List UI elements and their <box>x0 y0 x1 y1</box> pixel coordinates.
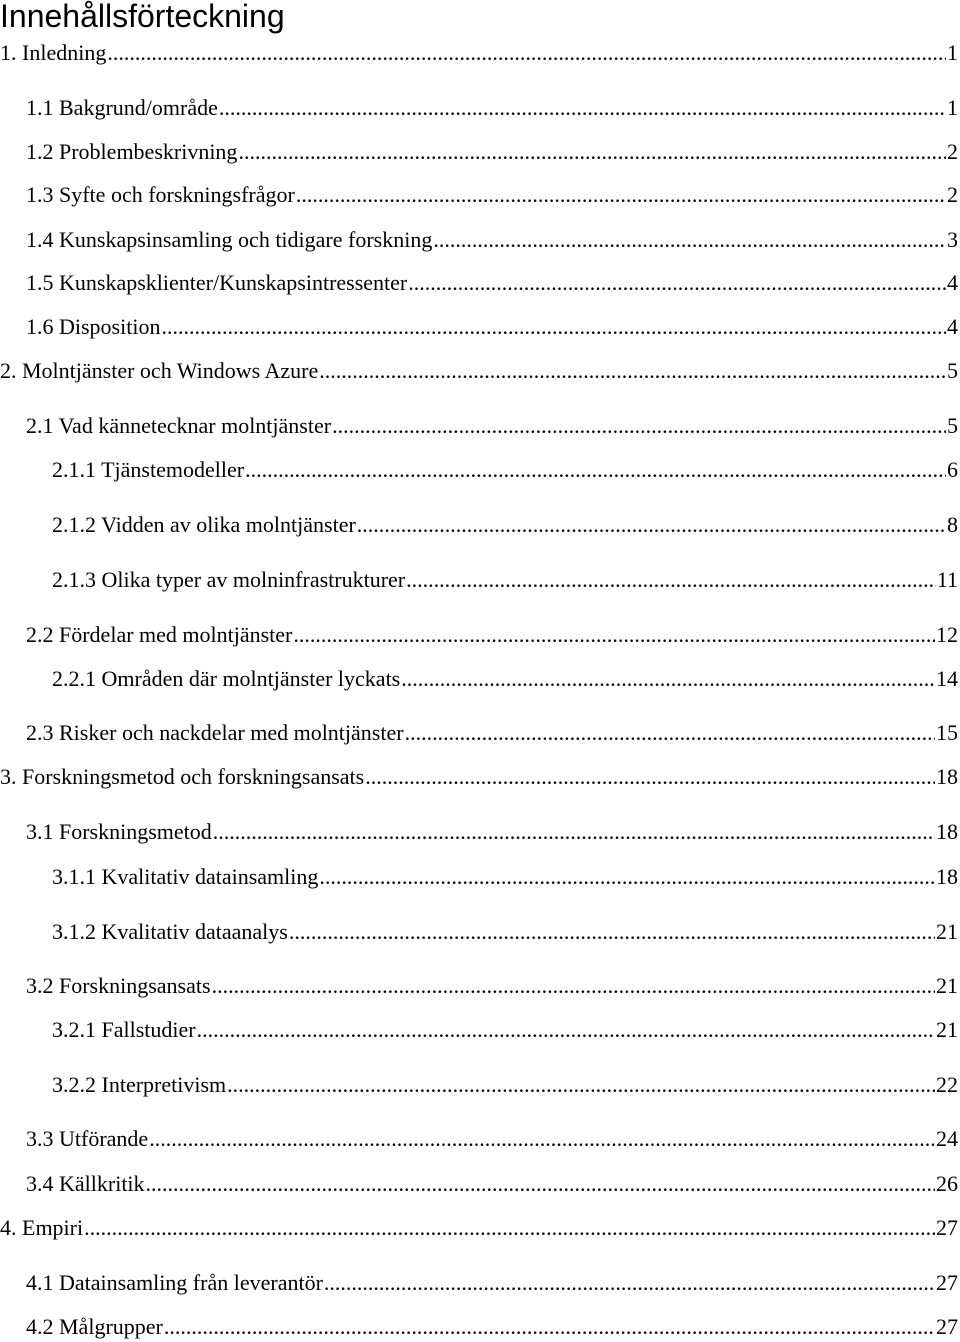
toc-leader <box>357 510 946 540</box>
toc-entry-page: 18 <box>936 764 958 789</box>
toc-entry-page: 6 <box>947 457 958 482</box>
toc-entry[interactable] <box>26 312 960 342</box>
toc-leader <box>164 1312 935 1342</box>
toc-entry-title: 2.1.3 Olika typer av molninfrastrukturer <box>52 567 406 592</box>
toc-entry-page: 1 <box>947 95 958 120</box>
toc-entry[interactable] <box>26 268 960 298</box>
toc-leader <box>84 1213 935 1243</box>
toc-entry-page: 18 <box>936 864 958 889</box>
toc-entry-title: 3.1.1 Kvalitativ datainsamling <box>52 864 319 889</box>
toc-leader <box>401 664 935 694</box>
toc-entry[interactable] <box>26 718 960 748</box>
toc-entry-title: 3.4 Källkritik <box>26 1171 145 1196</box>
toc-entry-page: 21 <box>936 973 958 998</box>
toc-leader <box>149 1124 935 1154</box>
toc-entry-page: 11 <box>936 567 958 592</box>
toc-leader <box>408 268 946 298</box>
toc-entry[interactable] <box>26 180 960 210</box>
toc-entry[interactable] <box>52 510 960 540</box>
toc-leader <box>146 1169 935 1199</box>
toc-leader <box>219 93 946 123</box>
toc-entry-title: 2. Molntjänster och Windows Azure <box>0 358 319 383</box>
toc-entry-page: 27 <box>936 1314 958 1339</box>
toc-entry[interactable] <box>26 971 960 1001</box>
toc-entry-page: 2 <box>947 139 958 164</box>
toc-entry[interactable] <box>0 1213 960 1243</box>
toc-entry[interactable] <box>26 1169 960 1199</box>
toc-entry-title: 3. Forskningsmetod och forskningsansats <box>0 764 365 789</box>
toc-entry[interactable] <box>26 225 960 255</box>
toc-leader <box>212 971 935 1001</box>
toc-entry-page: 2 <box>947 182 958 207</box>
toc-leader <box>227 1070 935 1100</box>
toc-entry-page: 1 <box>947 40 958 65</box>
toc-entry[interactable] <box>26 1268 960 1298</box>
toc-entry-title: 4. Empiri <box>0 1215 84 1240</box>
toc-entry-title: 2.1 Vad kännetecknar molntjänster <box>26 413 332 438</box>
toc-entry[interactable] <box>26 411 960 441</box>
toc-leader <box>332 411 946 441</box>
toc-entry[interactable] <box>26 620 960 650</box>
toc-leader <box>406 565 936 595</box>
toc-leader <box>433 225 946 255</box>
toc-entry-title: 3.1.2 Kvalitativ dataanalys <box>52 919 288 944</box>
toc-entry[interactable] <box>52 1070 960 1100</box>
toc-entry-title: 3.2.2 Interpretivism <box>52 1072 227 1097</box>
toc-entry-page: 27 <box>936 1270 958 1295</box>
toc-leader <box>293 620 935 650</box>
toc-entry-page: 22 <box>936 1072 958 1097</box>
toc-entry-title: 2.2.1 Områden där molntjänster lyckats <box>52 666 401 691</box>
toc-entry-title: 3.1 Forskningsmetod <box>26 819 212 844</box>
toc-entry[interactable] <box>26 1312 960 1342</box>
toc-leader <box>365 762 935 792</box>
toc-entry-title: 2.3 Risker och nackdelar med molntjänster <box>26 720 404 745</box>
toc-leader <box>213 817 935 847</box>
toc-leader <box>405 718 935 748</box>
toc-entry[interactable] <box>52 1015 960 1045</box>
toc-entry[interactable] <box>52 664 960 694</box>
toc-entry-page: 3 <box>947 227 958 252</box>
toc-entry-page: 5 <box>947 413 958 438</box>
toc-entry[interactable] <box>26 137 960 167</box>
toc-leader <box>107 38 946 68</box>
toc-entry[interactable] <box>52 455 960 485</box>
toc-entry-page: 4 <box>947 314 958 339</box>
toc-entry-page: 27 <box>936 1215 958 1240</box>
toc-entry-title: 4.1 Datainsamling från leverantör <box>26 1270 323 1295</box>
toc-leader <box>296 180 946 210</box>
toc-leader <box>319 356 946 386</box>
toc-entry[interactable] <box>26 817 960 847</box>
toc-leader <box>319 862 935 892</box>
toc-entry-page: 14 <box>936 666 958 691</box>
toc-entry-page: 4 <box>947 270 958 295</box>
toc-entry[interactable] <box>52 917 960 947</box>
toc-leader <box>161 312 946 342</box>
toc-entry[interactable] <box>26 1124 960 1154</box>
toc-entry-title: 2.1.2 Vidden av olika molntjänster <box>52 512 356 537</box>
toc-entry-title: 1.5 Kunskapsklienter/Kunskapsintressenter <box>26 270 408 295</box>
toc-entry-title: 1.3 Syfte och forskningsfrågor <box>26 182 295 207</box>
toc-entry-title: 2.2 Fördelar med molntjänster <box>26 622 293 647</box>
toc-entry-title: 4.2 Målgrupper <box>26 1314 163 1339</box>
toc-entry-page: 18 <box>936 819 958 844</box>
toc-entry[interactable] <box>52 862 960 892</box>
toc-entry-title: 3.2 Forskningsansats <box>26 973 211 998</box>
toc-leader <box>238 137 946 167</box>
toc-entry-page: 24 <box>936 1126 958 1151</box>
toc-entry-title: 3.2.1 Fallstudier <box>52 1017 196 1042</box>
toc-entry-title: 3.3 Utförande <box>26 1126 149 1151</box>
toc-leader <box>324 1268 935 1298</box>
toc-leader <box>245 455 946 485</box>
toc-entry-page: 15 <box>936 720 958 745</box>
toc-entry[interactable] <box>52 565 960 595</box>
toc-entry[interactable] <box>26 93 960 123</box>
toc-entry-page: 26 <box>936 1171 958 1196</box>
toc-entry-title: 1.1 Bakgrund/område <box>26 95 218 120</box>
toc-entry[interactable] <box>0 38 960 68</box>
toc-entry-page: 8 <box>947 512 958 537</box>
page-title: Innehållsförteckning <box>0 0 285 34</box>
toc-leader <box>197 1015 935 1045</box>
toc-entry-title: 1. Inledning <box>0 40 107 65</box>
toc-entry-page: 21 <box>936 1017 958 1042</box>
toc-entry-title: 1.2 Problembeskrivning <box>26 139 238 164</box>
toc-entry[interactable] <box>0 762 960 792</box>
toc-entry-page: 12 <box>936 622 958 647</box>
toc-entry-page: 21 <box>936 919 958 944</box>
toc-entry[interactable] <box>0 356 960 386</box>
toc-entry-page: 5 <box>947 358 958 383</box>
toc-entry-title: 1.6 Disposition <box>26 314 161 339</box>
toc-entry-title: 1.4 Kunskapsinsamling och tidigare forskning <box>26 227 433 252</box>
toc-leader <box>289 917 935 947</box>
toc-entry-title: 2.1.1 Tjänstemodeller <box>52 457 245 482</box>
